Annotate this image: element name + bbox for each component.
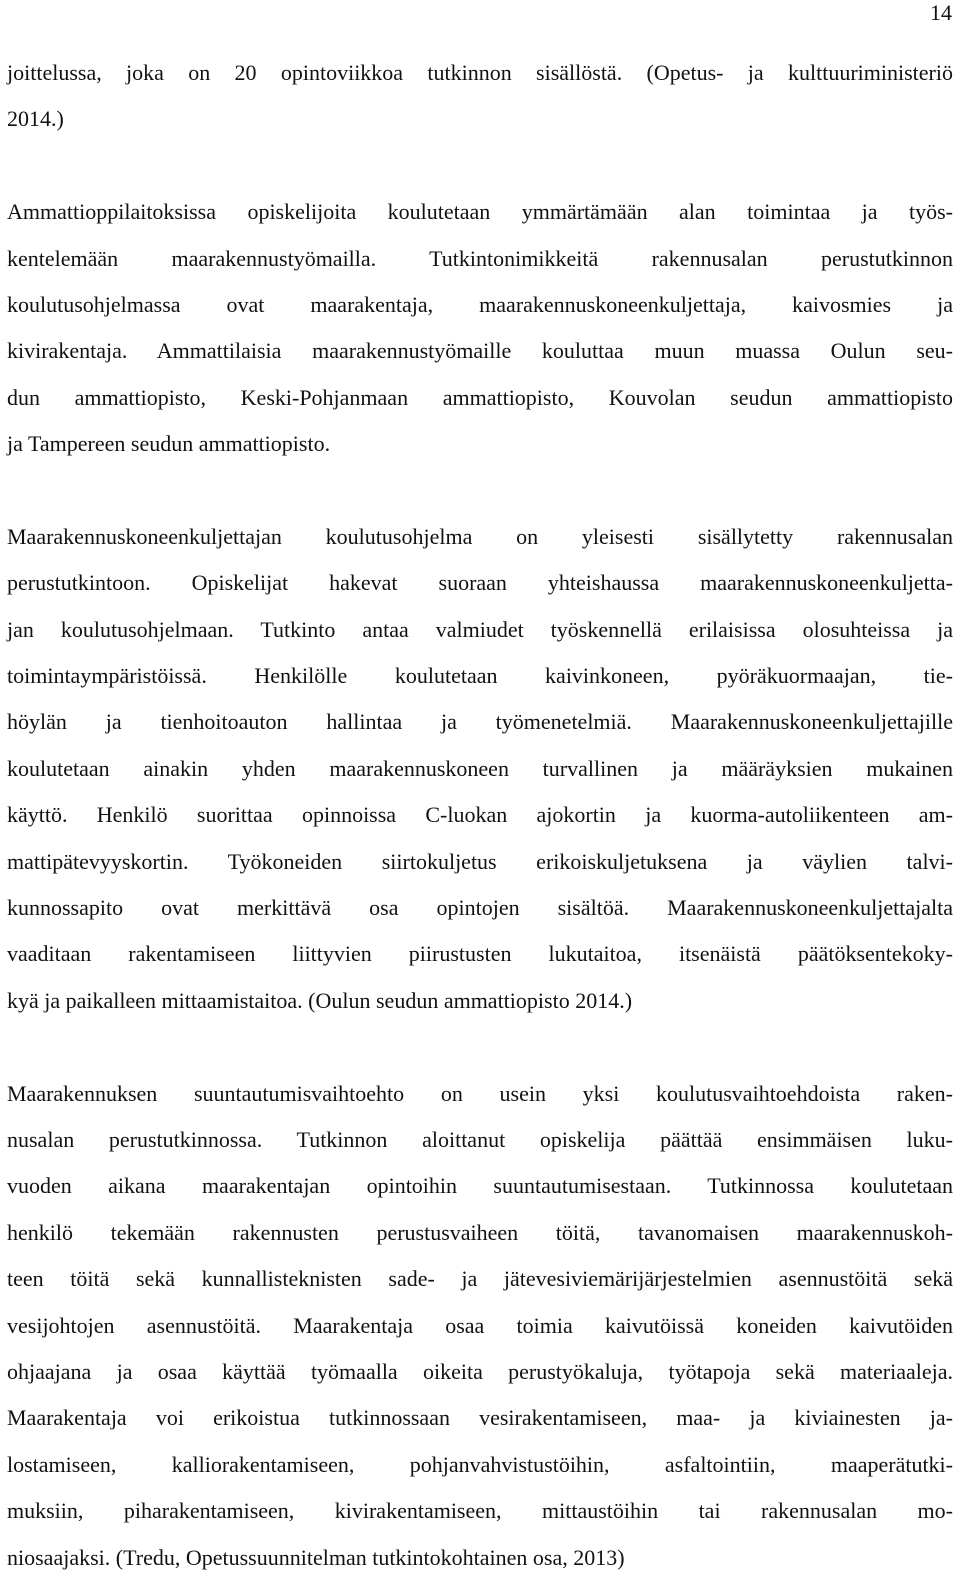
text-line: joittelussa, joka on 20 opintoviikkoa tutkinnon sisällöstä. (Opetus- ja kulttuuriministeriö (7, 60, 953, 85)
paragraph (7, 1071, 953, 1581)
text-line: perustutkintoon. Opiskelijat hakevat suoraan yhteishaussa maarakennuskoneenkuljetta- (7, 570, 953, 596)
text-line: Ammattioppilaitoksissa opiskelijoita koulutetaan ymmärtämään alan toimintaa ja työs- (7, 199, 953, 225)
paragraph (7, 50, 953, 143)
text-line: niosaajaksi. (Tredu, Opetussuunnitelman tutkintokohtainen osa, 2013) (7, 1544, 625, 1570)
text-line: ja Tampereen seudun ammattiopisto. (7, 431, 331, 457)
text-line: Maarakennuskoneenkuljettajan koulutusohjelma on yleisesti sisällytetty rakennusalan (7, 523, 953, 549)
document-body (7, 50, 953, 1581)
text-line: 2014.) (7, 106, 64, 132)
text-line: koulutusohjelmassa ovat maarakentaja, maarakennuskoneenkuljettaja, kaivosmies ja (7, 291, 953, 317)
text-line: lostamiseen, kalliorakentamiseen, pohjanvahvistustöihin, asfaltointiin, maaperätutki- (7, 1451, 953, 1477)
text-line: kunnossapito ovat merkittävä osa opintojen sisältöä. Maarakennuskoneenkuljettajalta (7, 895, 953, 921)
text-line: nusalan perustutkinnossa. Tutkinnon aloittanut opiskelija päättää ensimmäisen luku- (7, 1126, 953, 1152)
text-line: kivirakentaja. Ammattilaisia maarakennustyömaille kouluttaa muun muassa Oulun seu- (7, 338, 953, 364)
text-line: toimintaympäristöissä. Henkilölle koulutetaan kaivinkoneen, pyöräkuormaajan, tie- (7, 663, 953, 689)
text-line: Maarakentaja voi erikoistua tutkinnossaan vesirakentamiseen, maa- ja kiviainesten ja- (7, 1405, 953, 1431)
text-line: koulutetaan ainakin yhden maarakennuskoneen turvallinen ja määräyksien mukainen (7, 755, 953, 781)
paragraph-spacer (7, 1024, 953, 1070)
text-line: muksiin, piharakentamiseen, kivirakentamiseen, mittaustöihin tai rakennusalan mo- (7, 1498, 953, 1524)
paragraph-spacer (7, 143, 953, 189)
paragraph (7, 189, 953, 467)
page-number: 14 (930, 0, 952, 25)
paragraph-spacer (7, 468, 953, 514)
text-line: henkilö tekemään rakennusten perustusvaiheen töitä, tavanomaisen maarakennuskoh- (7, 1219, 953, 1245)
text-line: jan koulutusohjelmaan. Tutkinto antaa valmiudet työskennellä erilaisissa olosuhteissa ja (7, 616, 953, 642)
text-line: kentelemään maarakennustyömailla. Tutkintonimikkeitä rakennusalan perustutkinnon (7, 245, 953, 271)
text-line: kyä ja paikalleen mittaamistaitoa. (Oulun seudun ammattiopisto 2014.) (7, 987, 633, 1013)
text-line: käyttö. Henkilö suorittaa opinnoissa C-luokan ajokortin ja kuorma-autoliikenteen am- (7, 802, 953, 828)
text-line: mattipätevyyskortin. Työkoneiden siirtokuljetus erikoiskuljetuksena ja väylien talvi- (7, 848, 953, 874)
text-line: dun ammattiopisto, Keski-Pohjanmaan ammattiopisto, Kouvolan seudun ammattiopisto (7, 384, 953, 410)
text-line: teen töitä sekä kunnallisteknisten sade- ja jätevesiviemärijärjestelmien asennustöitä sekä (7, 1266, 953, 1292)
text-line: vaaditaan rakentamiseen liittyvien piirustusten lukutaitoa, itsenäistä päätöksentekoky- (7, 941, 953, 967)
text-line: vesijohtojen asennustöitä. Maarakentaja osaa toimia kaivutöissä koneiden kaivutöiden (7, 1312, 953, 1338)
text-line: ohjaajana ja osaa käyttää työmaalla oikeita perustyökaluja, työtapoja sekä materiaaleja. (7, 1358, 953, 1384)
text-line: Maarakennuksen suuntautumisvaihtoehto on usein yksi koulutusvaihtoehdoista raken- (7, 1080, 953, 1106)
paragraph (7, 514, 953, 1024)
text-line: vuoden aikana maarakentajan opintoihin suuntautumisestaan. Tutkinnossa koulutetaan (7, 1173, 953, 1199)
text-line: höylän ja tienhoitoauton hallintaa ja työmenetelmiä. Maarakennuskoneenkuljettajille (7, 709, 953, 735)
